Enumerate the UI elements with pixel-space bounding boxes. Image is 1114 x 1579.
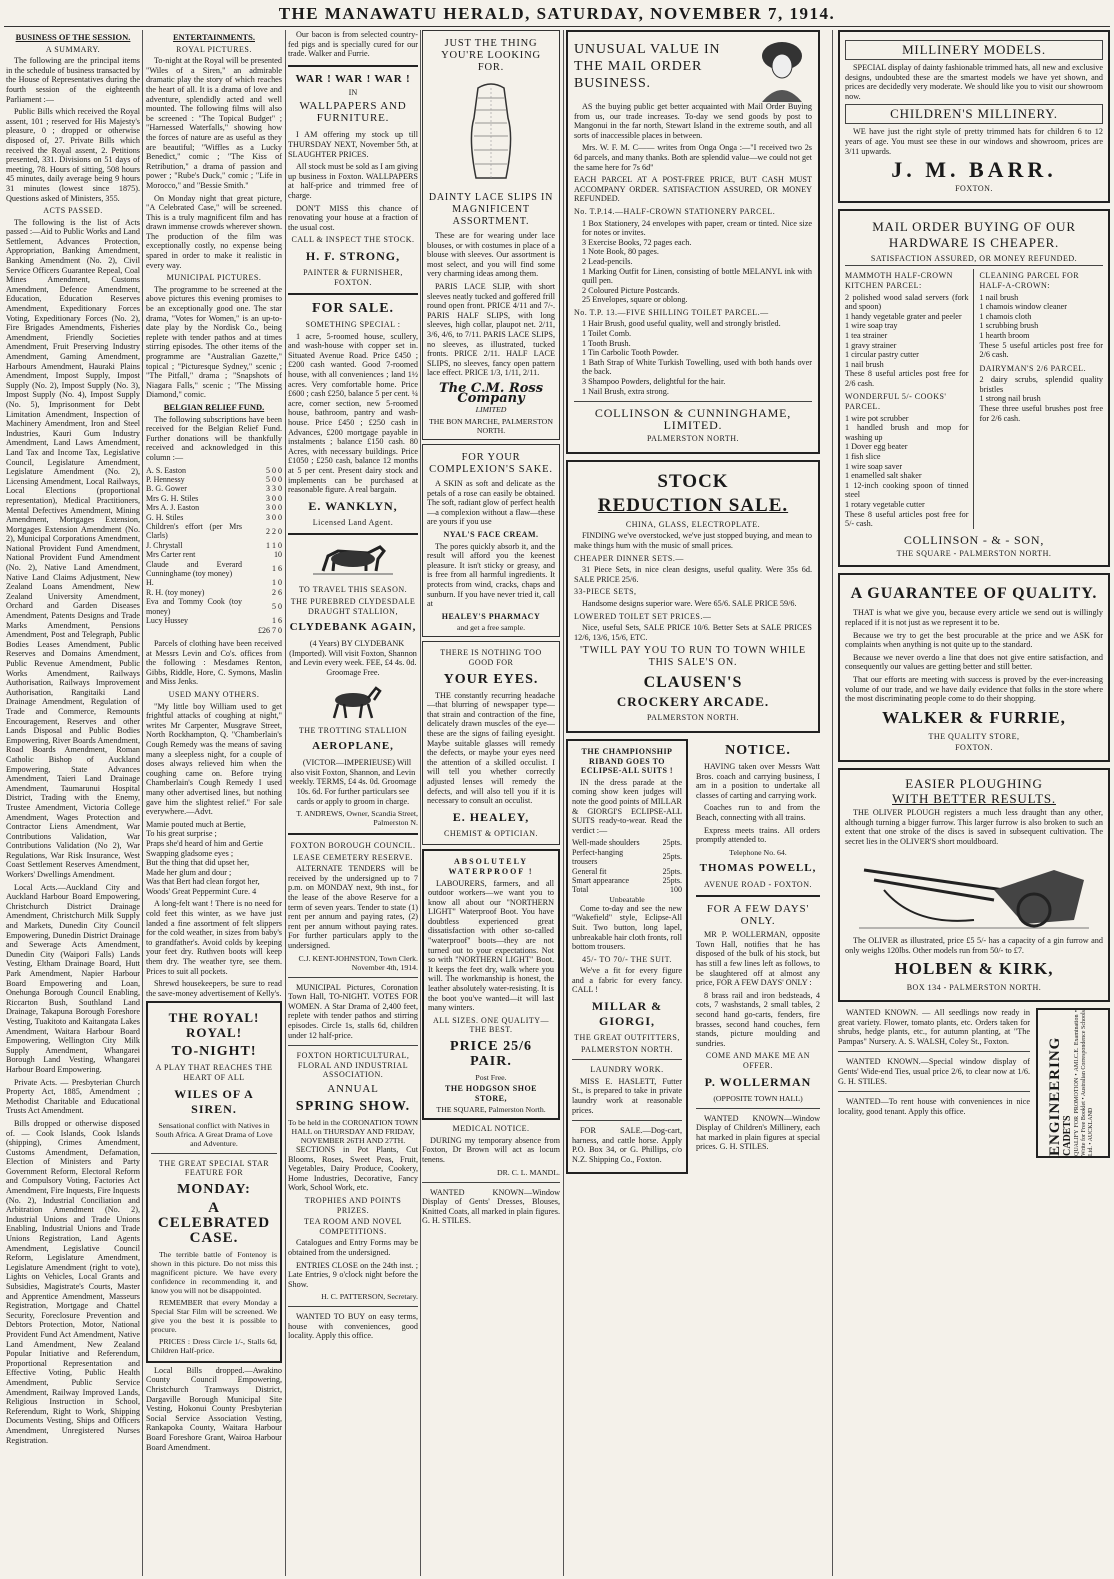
ad-text: (VICTOR—IMPERIEUSE) Will also visit Foxton, Shannon, and Levin weekly. TERMS, £4 4s. 0d. Groomage 10s. 6d. For further particulars see cards or apply to groom in charge. xyxy=(289,758,417,806)
score-table xyxy=(572,838,682,894)
notice-text: Telephone No. 64. xyxy=(729,847,787,857)
score-row xyxy=(572,885,682,894)
ad-title: WALLPAPERS AND FURNITURE. xyxy=(299,100,407,125)
ad-text: 1 acre, 5-roomed house, scullery, and wash-house with copper set in. Situated Avenue Road. Price £450 ; £200 cash wanted. Good 7-roomed house, with all conveniences ; land 1½ acres. Very comfortable home. Price £600 ; cash £250, balance 5 per cent. ¼ acre, corner section, new 5-roomed house, bathroom, pantry and wash-house. Price £450 ; £250 cash in Advances, £200 mortgage payable in instalments ; balance £150 cash. 80 Acres, with necessary buildings. Price £1050 ; £250 cash, balance 12 months at 5 per cent. Present dairy stock and implements can be purchased at reasonable figure. A real bargain. xyxy=(288,331,418,495)
ad-text: 45/- TO 70/- THE SUIT. xyxy=(582,954,672,964)
collinson-mail-order-ad xyxy=(566,30,820,454)
ad-subtitle: SOMETHING SPECIAL : xyxy=(305,320,401,330)
ad-text: THE SQUARE, Palmerston North. xyxy=(436,1105,546,1115)
subscriber-name: Mrs A. J. Easton xyxy=(146,503,200,513)
paragraph: Bills dropped or otherwise disposed of. — Cook Islands, Cook Islands (shipping), Crimes Amendment, Customs Amendment, Defamation, Election of Ministers and Party Government Reform, Electoral Reform and Compulsory Voting, Factories Act Amendment, Fire Inquests, Fire Inquests (No. 2), Industrial Conciliation and Arbitration Amendment (No. 2), Industrial Unions and Trade Unions Enabling, Industrial Unions and Trade Unions Registration, Land Agents Amendment, Legislative Council Reform, Legislature Amendment, Legislature Amendment (right to vote), Lights on Vehicles, Local Grants and Subsidies, Magistrate's Courts, Master and Apprentice Amendment, Masseurs Registration, Mortgage and Chattel Security, Foreclosure Prevention and Debtors Protection, Motor, National Provident Fund Act Amendment, Native Land Amendment, New Zealand Popular Initiative and Referendum, Proportional Representation and Effective Voting, Public Health Amendment, Public Service Amendment, Railway Improved Lands, Religious Instruction in School, Referendum, Right to Work, Shipping Documents Vesting, Ships and Officers Amendment, Unregistered Nurses Registration. xyxy=(6,1118,140,1445)
paragraph: Shrewd housekeepers, be sure to read the save-money advertisement of Kelly's. xyxy=(146,979,282,998)
subscription-row xyxy=(146,550,282,559)
score-label: Perfect-hanging trousers xyxy=(572,847,624,867)
ad-text: CALL & INSPECT THE STOCK. xyxy=(291,235,415,245)
column-ads-6 xyxy=(838,30,1110,1576)
healey-eyes-ad xyxy=(422,641,560,845)
ad-text: A SKIN as soft and delicate as the petals of a rose can easily be obtained. The soft, radiant glow of perfect health—a complexion without a flaw—these are yours if you use xyxy=(427,479,555,527)
ad-text: I AM offering my stock up till THURSDAY NEXT, November 5th, at SLAUGHTER PRICES. xyxy=(288,130,418,159)
ad-title: WITH BETTER RESULTS. xyxy=(892,790,1056,806)
ad-text: PALMERSTON NORTH. xyxy=(646,713,740,723)
paragraph: Private Acts. — Presbyterian Church Property Act, 1885, Amendment ; Methodist Charitable and Educational Trusts Act Amendment. xyxy=(6,1077,140,1116)
ad-text: PAINTER & FURNISHER, FOXTON. xyxy=(303,267,403,287)
ad-text: To be held in the CORONATION TOWN HALL on THURSDAY AND FRIDAY, NOVEMBER 26TH AND 27TH. xyxy=(288,1117,418,1145)
ross-company-logo: The C.M. Ross Company xyxy=(438,380,544,406)
ad-text: ENTRIES CLOSE on the 24th inst. ; Late Entries, 9 o'clock night before the Show. xyxy=(288,1260,418,1289)
masthead-rule xyxy=(4,26,1110,27)
paragraph: Parcels of clothing have been received at Messrs Levin and Co's. offices from the following : Mesdames Renton, Gibbs, Riddle, Hore, C. Symons, Maslin and Miss Jenks. xyxy=(146,639,282,687)
paragraph: Local Bills dropped.—Awakino County Council Empowering, Christchurch Tramways District, Dargaville Borough Municipal Site Vesting, Hokonui County Presbyterian Social Service Association Vesting, Rankapoka County, Waitara Harbour Board Foreshore Grant, Wairoa Harbour Board Amendment. xyxy=(146,1365,282,1452)
paragraph: On Monday night that great picture, "A Celebrated Case," will be screened. This is a truly magnificent film and has drawn immense crowds wherever shown. The production of the film was exceptionally costly, no expense being spared in order to make it realistic in every way. xyxy=(146,193,282,270)
ad-text: HEALEY'S PHARMACY xyxy=(441,611,541,621)
score-row xyxy=(572,838,682,847)
paragraph: Local Acts.—Auckland City and Auckland Harbour Board Empowering, Christchurch District Drainage Amendment, Christchurch Milk Supply and Markets, Dunedin City Council Empowering, Dunedin District Drainage and Sewerage Acts Amendment, Dunedin City (Waipori Falls) Lands Vesting, Eltham Drainage Board, Hutt Park Amendment, Napier Harbour Board Empowering and Loan, Onehunga Borough Council Enabling, Riccarton Bush, Southland Land Drainage, Takapuna Borough Foreshore Vesting, Tuakitoto and Kaitangata Lakes Amendment, Waitara Harbour Board Empowering, Wellington City Milk Supply Amendment, Whangarei Borough Land Vesting, Whangarei Harbour Board Empowering. xyxy=(6,882,140,1074)
score-value: 25pts. xyxy=(662,852,682,862)
ad-text: FOXTON. xyxy=(955,743,993,753)
ad-text: THE OLIVER PLOUGH registers a much less draught than any other, although turning a bigger furrow. This larger furrow is also broken to such an extent that one stroke of the discs is saved in subsequent cultivation. The secret lies in the OLIVER'S short mouldboard. xyxy=(845,807,1103,846)
engineering-cadets-ad xyxy=(1036,1008,1110,1158)
lady-portrait-icon xyxy=(752,38,812,102)
ad-title: THE ROYAL! ROYAL! xyxy=(168,1010,260,1041)
ad-title: WALKER & FURRIE, xyxy=(882,707,1066,727)
ad-title: THOMAS POWELL, xyxy=(699,861,817,874)
ad-text: TROPHIES AND POINTS PRIZES. xyxy=(304,1195,402,1215)
ad-text: THE GREAT OUTFITTERS, xyxy=(574,1033,680,1043)
notice-column xyxy=(696,739,820,1174)
ad-text: AS the buying public get better acquainted with Mail Order Buying from us, our trade increases. To-day we send goods by post to Mangonui in the far north, Stewart Island in the extreme south, and all sorts of inaccessible places in between. xyxy=(574,102,812,140)
ad-title: TO-NIGHT! xyxy=(171,1044,257,1060)
subscription-amount: 3 0 0 xyxy=(266,512,282,522)
ad-title: MAIL ORDER BUYING OF OUR HARDWARE IS CHEAPER. xyxy=(872,218,1076,250)
subscription-total: £26 7 0 xyxy=(258,626,282,636)
ad-text: Because we try to get the best procurable at the price and we ASK for complaints when anything is not quite up to the standard. xyxy=(845,630,1103,650)
column-divider xyxy=(563,30,564,1576)
ad-title: JUST THE THING YOU'RE LOOKING FOR. xyxy=(441,38,541,73)
subscription-amount: 10 xyxy=(274,550,282,560)
ad-text: Handsome designs superior ware. Were 65/6. SALE PRICE 59/6. xyxy=(582,598,797,608)
ad-title: STOCK xyxy=(657,470,729,492)
millar-giorgi-ad xyxy=(566,739,688,1174)
ad-text: QUALIFY FOR PROMOTION • AMI.C.E. Examination • Write for Free Booklet • Australian Correspondence Schools Ltd. • AUCKLAND xyxy=(1074,1010,1095,1157)
ad-text: Licensed Land Agent. xyxy=(312,517,394,527)
walker-furrie-ad xyxy=(838,573,1110,762)
ad-text: PALMERSTON NORTH. xyxy=(646,434,740,444)
notice-heading: NOTICE. xyxy=(725,742,791,758)
ad-text: NYAL'S FACE CREAM. xyxy=(443,530,539,540)
ad-title: CHILDREN'S MILLINERY. xyxy=(845,104,1103,124)
notice-heading: FOXTON HORTICULTURAL, FLORAL AND INDUSTRIAL ASSOCIATION. xyxy=(296,1051,410,1080)
notice-heading: MEDICAL NOTICE. xyxy=(452,1124,530,1134)
subscription-row xyxy=(146,466,282,475)
ad-text: THE SQUARE - PALMERSTON NORTH. xyxy=(896,548,1052,558)
bon-marche-ad xyxy=(422,30,560,440)
section-subheading: A SUMMARY. xyxy=(45,44,101,54)
subscription-amount: 1 1 0 xyxy=(266,540,282,550)
ad-title: FOR YOUR COMPLEXION'S SAKE. xyxy=(429,452,553,476)
paragraph: Our bacon is from selected country-fed pigs and is specially cured for our trade. Walker and Furrie. xyxy=(288,30,418,59)
ad-title: COLLINSON - & - SON, xyxy=(903,532,1045,547)
clausen-ad xyxy=(566,460,820,733)
hodgson-ad xyxy=(422,849,560,1120)
parcel-list: 1 nail brush 1 chamois window cleaner 1 chamois cloth 1 scrubbing brush 1 hearth broom These 5 useful articles post free for 2/6 cash. xyxy=(979,292,1103,360)
subscription-row xyxy=(146,616,282,625)
ad-title: CROCKERY ARCADE. xyxy=(616,694,770,710)
column-entertainments xyxy=(146,30,282,1576)
ad-text: BOX 134 - PALMERSTON NORTH. xyxy=(906,983,1042,993)
ad-text: THE BON MARCHE, PALMERSTON NORTH. xyxy=(429,417,553,436)
column-divider xyxy=(832,30,833,1576)
ad-text: Sensational conflict with Natives in South Africa. A Great Drama of Love and Adventure. xyxy=(155,1120,273,1148)
score-label: Total xyxy=(572,885,589,895)
subscriber-name: H. xyxy=(146,578,154,588)
ad-text: FINDING we've overstocked, we've just stopped buying, and mean to make things hum with the music of small prices. xyxy=(574,531,812,550)
parcel-heading: DAIRYMAN'S 2/6 PARCEL. xyxy=(979,363,1087,373)
ad-subtitle: THERE IS NOTHING TOO GOOD FOR xyxy=(440,648,542,667)
masthead: THE MANAWATU HERALD, SATURDAY, NOVEMBER 7, 1914. xyxy=(278,4,836,23)
paragraph: The following subscriptions have been received for the Belgian Relief Fund. Further donations will be thankfully received and acknowledged in this column :— xyxy=(146,414,282,462)
column-ads-4 xyxy=(422,30,560,1576)
paragraph: To-night at the Royal will be presented "Wiles of a Siren," an admirable dramatic play the story of which reaches the heart of all. It is a drama of love and adventure, splendidly acted and well mounted. The following films will also be screened : "The Topical Budget" ; "Harnessed Waterfalls," showing how the forces of nature are as useful as they are beautiful; "Wiffles as a Lucky Benedict," comic ; "The Kiss of Retribution," a drama of passion and power ; "Rube's Duck," comic ; "Life in Morocco," and "Bessie Smith." xyxy=(146,56,282,190)
notice-text: HAVING taken over Messrs Watt Bros. coach and carrying business, I am in a position to undertake all classes of carting and carrying work. xyxy=(696,761,820,800)
section-subheading: ROYAL PICTURES. xyxy=(176,44,252,54)
subscription-amount: 3 0 0 xyxy=(266,503,282,513)
ad-subtitle: 33-PIECE SETS, xyxy=(574,587,637,597)
ad-subtitle: LOWERED TOILET SET PRICES.— xyxy=(574,611,712,621)
subscription-amount: 3 3 0 xyxy=(266,484,282,494)
ad-title: HOLBEN & KIRK, xyxy=(894,959,1054,979)
ad-list: 1 Hair Brush, good useful quality, well and strongly bristled. 1 Toilet Comb. 1 Tooth Brush. 1 Tin Carbolic Tooth Powder. 1 Bath Strap of White Turkish Towelling, used with both hands over the back. 3 Shampoo Powders, delightful for the hair. 1 Nail Brush, extra strong. xyxy=(582,319,812,396)
ad-text: H. C. PATTERSON, Secretary. xyxy=(321,1292,418,1302)
section-subheading: MUNICIPAL PICTURES. xyxy=(166,273,262,283)
subscriber-name: G. H. Stiles xyxy=(146,512,184,522)
ad-text: Because we never overdo a line that does not give entire satisfaction, and consequently our values are getting better and still better. xyxy=(845,652,1103,672)
ad-text: REMEMBER that every Monday a Special Star Film will be screened. We give you the best it is possible to procure. xyxy=(151,1297,277,1334)
plough-illustration-icon xyxy=(854,850,1094,932)
notice-text: DURING my temporary absence from Foxton, Dr Brown will act as locum tenens. xyxy=(422,1135,560,1164)
ad-title: ANNUAL xyxy=(327,1082,379,1095)
ad-text: The terrible battle of Fontenoy is shown in this picture. Do not miss this magnificent picture. We have every confidence in recommending it, and know you will not be disappointed. xyxy=(151,1249,277,1295)
parcel-list: 1 wire pot scrubber 1 handled brush and mop for washing up 1 Dover egg beater 1 fish slice 1 wire soap saver 1 enamelled salt shaker 1 12-inch cooking spoon of tinned steel 1 rotary vegetable cutter These 8 useful articles post free for 5/- cash. xyxy=(845,413,969,529)
ad-text: ALL SIZES. ONE QUALITY—THE BEST. xyxy=(432,1015,550,1035)
paragraph: The following are the principal items in the schedule of business transacted by the House of Representatives during the fourth session of the eighteenth Parliament :— xyxy=(6,56,140,104)
paragraph: The programme to be screened at the above pictures this evening promises to be an exceptionally good one. The star drama, "Votes for Women," is an up-to-date play by the Nordisk Co., being replete with tender pathos and at times stirring episodes. The other items of the programme are "Australian Gazette," topical ; "Picturesque Sydney," scenic ; "The Pitfall," drama ; "Snapshots of Niagara Falls," scenic ; "The Missing Diamond," comic. xyxy=(146,284,282,400)
column-ads-5 xyxy=(566,30,820,1576)
column-divider xyxy=(420,30,421,1576)
poem: Mamie pouted much at Bertie, To his great surprise ; Praps she'd heard of him and Gertie Swapping gladsome eyes ; But the thing that did upset her, Made her glum and dour ; Was that Bert had clean forgot her, Woods' Great Peppermint Cure. 4 xyxy=(146,819,263,896)
section-subheading: ACTS PASSED. xyxy=(43,206,103,216)
ad-title: YOUR EYES. xyxy=(443,671,539,687)
ad-text: SECTIONS in Pot Plants, Cut Blooms, Roses, Sweet Peas, Fruit, Vegetables, Dairy Produce, Cookery, Home Industries, Decorative, Fancy Work, School Work, etc. xyxy=(288,1144,418,1193)
notice-text: MUNICIPAL Pictures, Coronation Town Hall, TO-NIGHT. VOTES FOR WOMEN. A Star Drama of 2,400 feet, replete with tender pathos and stirring episodes. Circle 1s, stalls 6d, children under 12 half-price. xyxy=(288,982,418,1040)
paragraph: Public Bills which received the Royal assent, 101 ; reserved for His Majesty's pleasure, 0 ; dropped or otherwise disposed of, 27. Private Bills which received the Royal assent, 2. Petitions presented, 331. Divisions on 51 days of meeting, 78. Hours of sitting, 508 hours 45 minutes, daily average being 9 hours 31 minutes (lowest since 1875). Questions asked of Ministers, 355. xyxy=(6,107,140,203)
subscriber-name: A. S. Easton xyxy=(146,465,186,475)
ad-title: E. HEALEY, xyxy=(452,809,530,824)
ad-text: Catalogues and Entry Forms may be obtained from the undersigned. xyxy=(288,1238,418,1257)
ad-text: Unbeatable xyxy=(609,894,645,904)
section-heading: BUSINESS OF THE SESSION. xyxy=(15,32,131,42)
ad-title: H. F. STRONG, xyxy=(305,248,401,263)
ad-text: THE QUALITY STORE, xyxy=(928,731,1020,741)
ad-subtitle: THE TROTTING STALLION xyxy=(298,725,408,735)
lace-slip-illustration-icon xyxy=(456,78,526,188)
ad-title: EASIER PLOUGHING xyxy=(905,775,1043,791)
subscription-amount: 1 6 xyxy=(272,564,282,574)
section-heading: BELGIAN RELIEF FUND. xyxy=(163,401,265,412)
ad-text: FOXTON. xyxy=(955,184,993,194)
classified: FOR SALE.—Dog-cart, harness, and cattle horse. Apply P.O. Box 34, or G. Phillips, c/o N.Z. Shipping Co., Foxton. xyxy=(572,1126,682,1164)
ad-subtitle: THE PUREBRED CLYDESDALE DRAUGHT STALLION, xyxy=(290,596,416,616)
score-label: General fit xyxy=(572,866,607,876)
score-value: 25pts. xyxy=(662,875,682,885)
subscription-row xyxy=(146,560,282,579)
ad-title: UNUSUAL VALUE IN THE MAIL ORDER BUSINESS. xyxy=(574,42,721,91)
section-heading: ENTERTAINMENTS. xyxy=(173,32,255,42)
ad-text: IN the dress parade at the coming show keen judges will note the good points of MILLAR & GIORGI'S ECLIPSE-ALL SUITS ready-to-wear. Read the verdict :— xyxy=(572,777,682,835)
subscription-amount: 1 0 xyxy=(272,578,282,588)
ad-text: T. ANDREWS, Owner, Scandia Street, Palmerston N. xyxy=(296,809,418,828)
paragraph: A long-felt want ! There is no need for cold feet this winter, as we have just landed a fine assortment of felt slippers for the cold weather, in sizes from baby's to grandfather's. Avoid colds by keeping your feet dry. Ruthven boots will keep them dry. The weather tyre, see them. Prices to suit all pockets. xyxy=(146,899,282,976)
ad-subtitle: A PLAY THAT REACHES THE HEART OF ALL xyxy=(155,1063,273,1082)
barr-millinery-ad xyxy=(838,30,1110,203)
ad-list: 1 Box Stationery, 24 envelopes with paper, cream or tinted. Nice size for notes or invites. 3 Exercise Books, 72 pages each. 1 Note Book, 80 pages. 2 Lead-pencils. 1 Marking Outfit for Linen, consisting of bottle MELANYL ink with quill pen. 2 Coloured Picture Postcards. 25 Envelopes, square or oblong. xyxy=(582,218,812,305)
ad-text: (4 Years) BY CLYDEBANK (Imported). Will visit Foxton, Shannon and Levin every week. FEE, £4 4s. 0d. Groomage Free. xyxy=(289,639,417,677)
holben-kirk-ad xyxy=(838,768,1110,1002)
notice-heading: LAUNDRY WORK. xyxy=(590,1065,664,1075)
clydesdale-horse-icon xyxy=(308,541,398,581)
royal-ad xyxy=(146,1001,282,1362)
subscription-row xyxy=(146,578,282,587)
ad-text: MR P. WOLLERMAN, opposite Town Hall, notifies that he has disposed of the bulk of his stock, but has still a few lines left as follows, to be slaughtered off at almost any price, FOR A FEW DAYS' ONLY : xyxy=(696,930,820,988)
paragraph: "My little boy William used to get frightful attacks of coughing at night," writes Mr Carpenter, Musgrave Street, North Rockhampton, Q. "Chamberlain's Cough Remedy was the means of saving many a sleepless night, for a couple of doses always relieved him when the coughing came on. Before trying Chamberlain's Cough Remedy I used many other advertised lines, but nothing gave him the slightest relief." For sale everywhere.—Advt. xyxy=(146,701,282,817)
score-value: 100 xyxy=(670,885,682,895)
ad-text: LABOURERS, farmers, and all outdoor workers—we want you to know all about our "NORTHERN LIGHT" Waterproof Boot. You have doubtless experienced great dissatisfaction with other so-called "waterproof" boots—they are not turned out to your expectations. Not so with "NORTHERN LIGHT" Boot. It keeps the feet dry, walk where you will. The workmanship is honest, the leather absolutely water-resisting. It is the boot you've wanted—it will last many winters. xyxy=(428,878,554,1013)
score-label: Smart appearance xyxy=(572,875,630,885)
ad-text: CHEMIST & OPTICIAN. xyxy=(443,828,539,838)
parcel-heading: MAMMOTH HALF-CROWN KITCHEN PARCEL: xyxy=(845,271,953,290)
parcel-heading: WONDERFUL 5/- COOKS' PARCEL. xyxy=(845,392,947,412)
subscription-amount: 2 2 0 xyxy=(266,526,282,536)
ad-text: 'TWILL PAY YOU TO RUN TO TOWN WHILE THIS SALE'S ON. xyxy=(580,645,806,669)
score-row xyxy=(572,876,682,885)
notice-text: C.J. KENT-JOHNSTON, Town Clerk. November 4th, 1914. xyxy=(298,953,418,972)
subscriber-name: Lucy Hussey xyxy=(146,616,188,626)
classified: WANTED KNOWN. — All seedlings now ready in great variety. Flower, tomato plants, etc. Orders taken for shrubs, hedge plants, etc., for autumn planting, at "The Pampas" Nursery. A. S. WALSH, Coley St., Foxton. xyxy=(838,1008,1030,1046)
ad-subtitle: CHINA, GLASS, ELECTROPLATE. xyxy=(625,519,761,529)
subscription-row xyxy=(146,475,282,484)
ad-text: All stock must be sold as I am giving up business in Foxton. WALLPAPERS at half-price and trimmed free of charge. xyxy=(288,162,418,200)
trotting-horse-icon xyxy=(318,682,388,722)
collinson-hardware-ad xyxy=(838,209,1110,568)
ad-title: E. WANKLYN, xyxy=(308,498,398,513)
ad-title: WAR ! WAR ! WAR ! xyxy=(295,72,411,85)
ad-title: WILES OF A SIREN. xyxy=(174,1086,254,1116)
ad-title: ABSOLUTELY WATERPROOF ! xyxy=(448,857,534,876)
ad-text: That our efforts are meeting with success is proved by the ever-increasing volume of our trade, and we have daily evidence that folks in the store where the most discriminating people come to do their shopping. xyxy=(845,674,1103,704)
notice-heading: LEASE CEMETERY RESERVE. xyxy=(293,852,413,862)
ad-text: COME AND MAKE ME AN OFFER. xyxy=(705,1051,811,1070)
parcel-list: 2 polished wood salad servers (fork and spoon) 1 handy vegetable grater and peeler 1 wire soap tray 1 tea strainer 1 gravy strainer 1 circular pastry cutter 1 nail brush These 8 useful articles post free for 2/6 cash. xyxy=(845,292,969,388)
column-divider xyxy=(285,30,286,1576)
ad-text: Post Free. xyxy=(475,1073,507,1082)
ad-title: REDUCTION SALE. xyxy=(597,494,789,516)
score-row xyxy=(572,867,682,876)
subscription-row xyxy=(146,541,282,550)
notice-text: Coaches run to and from the Beach, connecting with all trains. xyxy=(696,803,820,822)
ad-text: Nice, useful Sets, SALE PRICE 10/6. Better Sets at SALE PRICES 12/6, 13/6, 15/6, ETC. xyxy=(574,623,812,642)
classified: WANTED TO BUY on easy terms, house with conveniences, good locality. Apply this office. xyxy=(288,1312,418,1341)
subscription-row xyxy=(146,597,282,616)
subscriber-name: Mrs G. H. Stiles xyxy=(146,493,199,503)
classified: MISS E. HASLETT, Futter St., is prepared to take in private laundry work at reasonable prices. xyxy=(572,1076,682,1115)
ad-subtitle: CHEAPER DINNER SETS.— xyxy=(574,553,684,563)
subscriber-name: Eva and Tommy Cook (toy money) xyxy=(146,597,242,616)
subscription-row xyxy=(146,484,282,493)
notice-heading: FOXTON BOROUGH COUNCIL. xyxy=(290,841,416,851)
subscription-amount: 5 0 xyxy=(272,601,282,611)
ad-text: EACH PARCEL AT A POST-FREE PRICE, BUT CASH MUST ACCOMPANY ORDER. SATISFACTION ASSURED, OR MONEY REFUNDED. xyxy=(574,175,812,204)
ad-text: WE have just the right style of pretty trimmed hats for children 6 to 12 years of age. You must see these in our windows and showroom, prices are 3/11 upwards. xyxy=(845,127,1103,156)
ad-title: MONDAY: xyxy=(177,1181,251,1197)
parcel-heading: CLEANING PARCEL FOR HALF-A-CROWN: xyxy=(979,271,1080,290)
section-subheading: USED MANY OTHERS. xyxy=(168,690,260,699)
ad-subtitle: THE GREAT SPECIAL STAR FEATURE FOR xyxy=(158,1158,270,1178)
ad-title: DAINTY LACE SLIPS IN MAGNIFICENT ASSORTMENT. xyxy=(428,192,554,227)
ad-text: PARIS LACE SLIP, with short sleeves neatly tucked and goffered frill round open front. PRICE 4/11 and 7/-. PARIS HALF SLIPS, with long sleeves, high collar, plaupot net. 2/11, 3/6, 4/6, to 7/11. PARIS LACE SLIPS, no sleeves, as illustrated, tucked fronts. PRICE 2/11. HALF LACE SLIPS, no sleeves, fancy open pattern lace effect. PRICE 1/3, 1/11, 2/11. xyxy=(427,281,555,378)
subscription-row xyxy=(146,522,282,541)
ad-title: ENGINEERING xyxy=(1046,1036,1063,1157)
paragraph: The following is the list of Acts passed :—Aid to Public Works and Land Settlement, Advances Protection, Appropriation, Banking Amendment, Banking Amendment (No. 2), Civil Service Officers Guarantee Repeal, Coal Mines Amendment, Customs Amendment, Defence Amendment, Education, Education Reserves Amendment, Expeditionary Forces Voting, Expeditionary Forces (No. 2), Fire Brigades Amendments, Fisheries Amendment, Friendly Societies Amendment, Fruit Preserving Industry Amendment, Gaming Amendment, Harbours Amendment, Hauraki Plains Amendment, Impost Supply, Impost Supply (No. 2), Impost Supply (No. 3), Impost Supply (No. 4), Impost Supply (No. 5), Imprisonment for Debt Limitation Amendment, Inspection of Machinery Amendment, Iron and Steel Industries, Kauri Gum Industry Amendment, Land Laws Amendment, Land Tax and Income Tax, Legislative Council, Legislature Amendment, Legislature Amendment (No. 2), Licensing Amendment, Local Railways, Local Elections (proportional representation), Medical Practitioners, Mental Defectives Amendment, Mining Amendment, Mortgages Extension, Mortgages Extension Amendment (No. 2), Municipal Corporations Amendment, National Provident Fund Amendment, National Provident Fund Amendment (No. 2), Native Land Amendment, Native Land Claims Adjustment, New Zealand Loans Amendment, New Zealand University Amendment, Orchard and Garden Diseases Amendment, Patents Designs and Trade Marks Amendment, Pensions Amendment, Post and Telegraph, Public Bodies Leases Amendment, Public Reserves and Domains Amendment, Public Revenue Amendment, Public Works Amendment, Railways Authorisation, Railways Improvement Authorisation, Rangitaiki Land Drainage Amendment, Regulation of Trade and Commerce, Remounts Encouragement, Reserves and other Lands Disposal and Public Bodies Empowering, River Boards Amendment, Road Boards Amendment, Roman Catholic Bishop of Auckland Empowering, State Advances Amendment, Taieri Land Drainage Amendment, Taumarunui Hospital District, Trading with the Enemy, Trustee Amendment, Victoria College Amendment, Wages Protection and Contractor Liens Amendment, War Contributions Validation, War Contributions Validation (No 2), War Regulations, War Risk Insurance, West Coast Settlement Reserves Amendment, Workers' Dwellings Amendment. xyxy=(6,217,140,880)
classified: WANTED KNOWN—Window Display of Children's Millinery, each hat marked in plain figures at special prices. G. H. STILES. xyxy=(696,1113,820,1152)
ad-title: J. M. BARR. xyxy=(891,157,1057,183)
score-value: 25pts. xyxy=(662,866,682,876)
column-divider xyxy=(142,30,143,1576)
ad-title: SPRING SHOW. xyxy=(295,1098,411,1114)
subscriber-name: Claude and Everard Cunninghame (toy money) xyxy=(146,559,242,578)
column-ads-3 xyxy=(288,30,418,1576)
subscription-amount: 2 6 xyxy=(272,587,282,597)
ad-text: Come to-day and see the new "Wakefield" style, Eclipse-All Suit. Two button, long lapel, unbreakable hair cloth fronts, roll bottom trousers. xyxy=(572,903,682,952)
score-row xyxy=(572,848,682,867)
ad-title: P. WOLLERMAN xyxy=(704,1074,812,1089)
ad-subtitle: No. T.P. 13.—FIVE SHILLING TOILET PARCEL.— xyxy=(574,307,769,317)
ad-title: MILLAR & GIORGI, xyxy=(591,999,663,1029)
ad-title: CADETS xyxy=(1061,1115,1073,1157)
column-business xyxy=(6,30,140,1576)
ad-title: A GUARANTEE OF QUALITY. xyxy=(850,585,1098,603)
subscriber-name: J. Chrystall xyxy=(146,540,183,550)
ad-text: The pores quickly absorb it, and the result will afford you the keenest pleasure. It isn't sticky or greasy, and is free from all harmful ingredients. It protects from wind, cracks, chaps and sunburn. If you have never tried it, call at xyxy=(427,541,555,609)
subscriber-name: Mrs Carter rent xyxy=(146,550,196,560)
ad-title: THE CHAMPIONSHIP RIBAND GOES TO ECLIPSE-ALL SUITS ! xyxy=(580,746,674,776)
notice-text: Express meets trains. All orders promptly attended to. xyxy=(696,825,820,845)
subscription-row xyxy=(146,503,282,512)
subscriber-name: P. Hennessy xyxy=(146,474,185,484)
ad-title: AEROPLANE, xyxy=(312,740,394,753)
ad-text: (OPPOSITE TOWN HALL) xyxy=(713,1093,803,1103)
ad-text: AVENUE ROAD - FOXTON. xyxy=(704,879,812,889)
healey-complexion-ad xyxy=(422,444,560,637)
notice-text: DR. C. L. MANDL. xyxy=(496,1167,560,1177)
ad-text: THE HODGSON SHOE STORE, xyxy=(444,1084,538,1103)
ad-text: DON'T MISS this chance of renovating your house at a fraction of the usual cost. xyxy=(288,203,418,232)
subscription-row xyxy=(146,513,282,522)
ad-title: A CELEBRATED CASE. xyxy=(157,1199,271,1246)
score-value: 25pts. xyxy=(662,838,682,848)
ad-title: FOR A FEW DAYS' ONLY. xyxy=(706,903,810,928)
ad-text: Mrs. W. F. M. C—— writes from Onga Onga :—"I received two 2s 6d parcels, and many thanks. Both are splendid value—we could not get the same here for 7s 6d" xyxy=(574,143,812,172)
subscription-amount: 3 0 0 xyxy=(266,493,282,503)
ad-text: TEA ROOM AND NOVEL COMPETITIONS. xyxy=(303,1217,403,1236)
ad-title: MILLINERY MODELS. xyxy=(845,40,1103,60)
classified: WANTED—To rent house with conveniences in nice locality, good tenant. Apply this office. xyxy=(838,1097,1030,1116)
subscription-amount: 5 0 0 xyxy=(266,474,282,484)
classified: WANTED KNOWN—Window Display of Gents' Dresses, Blouses, Knitted Coats, all marked in plain figures. G. H. STILES. xyxy=(422,1187,560,1226)
subscriber-name: Children's effort (per Mrs Clarls) xyxy=(146,521,242,541)
ad-subtitle: SATISFACTION ASSURED, OR MONEY REFUNDED. xyxy=(870,253,1078,263)
classified: WANTED KNOWN.—Special window display of Gents' Wide-end Ties, usual price 2/6, to clear now at 1/6. G. H. STILES. xyxy=(838,1057,1030,1086)
ad-text: These are for wearing under lace blouses, or with costumes in place of a blouse with sleeves. Our assortment is most select, and you will find some very charming ideas among them. xyxy=(427,231,555,279)
subscription-amount: 5 0 0 xyxy=(266,465,282,475)
ad-text: PRICES : Dress Circle 1/-, Stalls 6d, Children Half-price. xyxy=(151,1336,277,1355)
subscription-row xyxy=(146,494,282,503)
ad-text: PALMERSTON NORTH. xyxy=(580,1044,674,1054)
parcel-list: 2 dairy scrubs, splendid quality bristles 1 strong nail brush These three useful brushes post free for 2/6 cash. xyxy=(979,375,1103,423)
score-label: Well-made shoulders xyxy=(572,838,640,848)
ad-title: FOR SALE. xyxy=(311,301,395,317)
subscription-table xyxy=(146,466,282,626)
ad-text: The OLIVER as illustrated, price £5 5/- has a capacity of a gin furrow and only weighs 120lbs. Other models run from 50/- to £7. xyxy=(845,936,1103,955)
ad-subtitle: TO TRAVEL THIS SEASON. xyxy=(298,585,408,595)
ad-text: IN xyxy=(348,87,358,97)
subscription-row xyxy=(146,588,282,597)
ad-text: 8 brass rail and iron bedsteads, 4 cots, 7 washstands, 2 small tables, 2 second hand go-carts, fenders, fire brasses, second hand couches, fern stands, picture moulding and sundries. xyxy=(696,990,820,1048)
ad-subtitle: No. T.P.14.—HALF-CROWN STATIONERY PARCEL. xyxy=(574,206,776,216)
ad-price: PRICE 25/6 PAIR. xyxy=(450,1039,532,1069)
ad-text: THAT is what we give you, because every article we send out is willingly replaced if it is not just as we represent it to be. xyxy=(845,608,1103,627)
subscription-amount: 1 6 xyxy=(272,616,282,626)
subscriber-name: B. G. Gower xyxy=(146,484,187,494)
ad-text: SPECIAL display of dainty fashionable trimmed hats, all new and exclusive designs, undoubted these are the smartest models we have yet shown, and prices are decidedly very moderate. We should like you to visit our showroom now. xyxy=(845,63,1103,101)
ad-text: 31 Piece Sets, in nice clean designs, useful quality. Were 35s 6d. SALE PRICE 25/6. xyxy=(574,565,812,584)
ad-title: CLAUSEN'S xyxy=(643,674,743,692)
ad-text: We've a fit for every figure and a fabric for every fancy. CALL ! xyxy=(572,966,682,995)
notice-text: ALTERNATE TENDERS will be received by the undersigned up to 7 p.m. on MONDAY next, 9th inst., for the lease of the above Reserve for a term of seven years. Tender to state (1) rent per annum and paying rates, (2) rent per annum without paying rates. For further particulars apply to the undersigned. xyxy=(288,864,418,951)
subscriber-name: R. H. (toy money) xyxy=(146,587,205,597)
ad-text: and get a free sample. xyxy=(456,623,526,633)
ad-title: CLYDEBANK AGAIN, xyxy=(289,621,417,634)
ross-company-logo: LIMITED xyxy=(475,405,507,415)
ad-text: THE constantly recurring headache—that blurring of newspaper type—that strain and contraction of the fine, delicately drawn muscles of the eye—these are the signs of failing eyesight. Maybe suitable glasses will remedy the defects, or maybe your eyes need the attention of a skilled occulist. I will tell you whether correctly adjusted lenses will remedy the defects, and will also tell you if it is necessary to consult an occulist. xyxy=(427,690,555,806)
ad-title: COLLINSON & CUNNINGHAME, LIMITED. xyxy=(594,406,792,433)
